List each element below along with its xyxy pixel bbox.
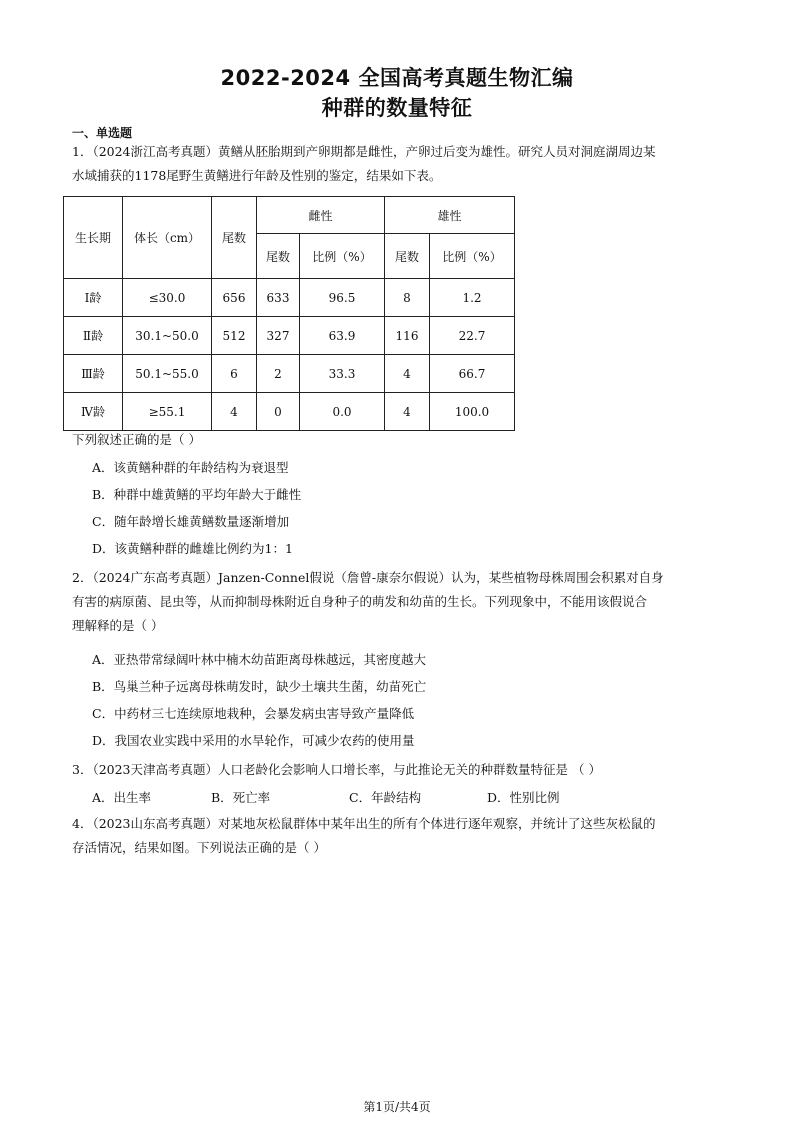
data-table <box>63 196 515 431</box>
table-cell: 4 <box>212 393 257 431</box>
question-2-text <box>72 566 724 638</box>
table-cell: 66.7 <box>430 355 515 393</box>
table-cell: 4 <box>385 393 430 431</box>
option-a[interactable]: A．亚热带常绿阔叶林中楠木幼苗距离母株越远，其密度越大 <box>92 652 427 667</box>
option-b[interactable]: B．死亡率 <box>211 790 271 805</box>
option-a[interactable]: A．该黄鳝种群的年龄结构为衰退型 <box>92 460 289 475</box>
table-cell: 6 <box>212 355 257 393</box>
table-cell: 1.2 <box>430 279 515 317</box>
table-cell: 33.3 <box>300 355 385 393</box>
question-3-text: 3．（2023天津高考真题）人口老龄化会影响人口增长率，与此推论无关的种群数量特征是 （ ） <box>72 762 601 777</box>
table-subheader-ratio: 比例（%） <box>430 234 515 279</box>
option-d[interactable]: D．我国农业实践中采用的水旱轮作，可减少农药的使用量 <box>92 733 415 748</box>
option-c[interactable]: C．随年龄增长雄黄鳝数量逐渐增加 <box>92 514 290 529</box>
table-row <box>64 279 515 317</box>
question-1-text <box>72 140 724 188</box>
question-4-line: 4．（2023山东高考真题）对某地灰松鼠群体中某年出生的所有个体进行逐年观察，并统计了这些灰松鼠的 <box>72 816 656 831</box>
table-row <box>64 355 515 393</box>
table-cell: 633 <box>257 279 300 317</box>
table-cell: ≤30.0 <box>123 279 212 317</box>
question-4-text <box>72 812 724 860</box>
option-d[interactable]: D．性别比例 <box>487 790 560 805</box>
table-header-female: 雌性 <box>257 197 385 234</box>
option-c[interactable]: C．中药材三七连续原地栽种，会暴发病虫害导致产量降低 <box>92 706 415 721</box>
table-cell: Ⅰ龄 <box>64 279 123 317</box>
option-b[interactable]: B．鸟巢兰种子远离母株萌发时，缺少土壤共生菌，幼苗死亡 <box>92 679 427 694</box>
table-cell: 116 <box>385 317 430 355</box>
page-footer: 第1页/共4页 <box>363 1100 431 1114</box>
table-cell: 63.9 <box>300 317 385 355</box>
table-cell: 656 <box>212 279 257 317</box>
table-cell: 4 <box>385 355 430 393</box>
table-cell: Ⅲ龄 <box>64 355 123 393</box>
table-cell: 8 <box>385 279 430 317</box>
table-header-stage: 生长期 <box>64 197 123 279</box>
question-4-line: 存活情况，结果如图。下列说法正确的是（ ） <box>72 840 326 855</box>
table-cell: Ⅳ龄 <box>64 393 123 431</box>
option-a[interactable]: A．出生率 <box>92 790 152 805</box>
table-cell: 96.5 <box>300 279 385 317</box>
table-cell: 100.0 <box>430 393 515 431</box>
table-cell: 50.1~55.0 <box>123 355 212 393</box>
question-2-line: 2．（2024广东高考真题）Janzen-Connel假说（詹曾-康奈尔假说）认为，某些植物母株周围会积累对自身 <box>72 570 664 585</box>
table-cell: 2 <box>257 355 300 393</box>
table-row <box>64 393 515 431</box>
table-subheader-count: 尾数 <box>257 234 300 279</box>
table-cell: 512 <box>212 317 257 355</box>
question-2-line: 有害的病原菌、昆虫等，从而抑制母株附近自身种子的萌发和幼苗的生长。下列现象中，不能用该假说合 <box>72 594 648 609</box>
table-cell: ≥55.1 <box>123 393 212 431</box>
option-c[interactable]: C．年龄结构 <box>349 790 422 805</box>
question-1-prompt: 下列叙述正确的是（ ） <box>72 432 201 447</box>
page-subtitle: 种群的数量特征 <box>321 96 473 120</box>
table-header-count: 尾数 <box>212 197 257 279</box>
table-cell: 327 <box>257 317 300 355</box>
table-cell: 22.7 <box>430 317 515 355</box>
page-title: 2022-2024 全国高考真题生物汇编 <box>220 66 574 90</box>
table-row <box>64 317 515 355</box>
option-b[interactable]: B．种群中雄黄鳝的平均年龄大于雌性 <box>92 487 302 502</box>
option-d[interactable]: D．该黄鳝种群的雌雄比例约为1：1 <box>92 541 293 556</box>
question-1-line: 1．（2024浙江高考真题）黄鳝从胚胎期到产卵期都是雌性，产卵过后变为雄性。研究人员对洞庭湖周边某 <box>72 144 656 159</box>
table-subheader-count: 尾数 <box>385 234 430 279</box>
section-heading: 一、单选题 <box>72 126 133 140</box>
table-cell: Ⅱ龄 <box>64 317 123 355</box>
table-subheader-ratio: 比例（%） <box>300 234 385 279</box>
table-cell: 0 <box>257 393 300 431</box>
question-1-line: 水域捕获的1178尾野生黄鳝进行年龄及性别的鉴定，结果如下表。 <box>72 168 442 183</box>
question-2-line: 理解释的是（ ） <box>72 618 164 633</box>
table-header-male: 雄性 <box>385 197 515 234</box>
table-cell: 0.0 <box>300 393 385 431</box>
table-header-length: 体长（cm） <box>123 197 212 279</box>
table-cell: 30.1~50.0 <box>123 317 212 355</box>
